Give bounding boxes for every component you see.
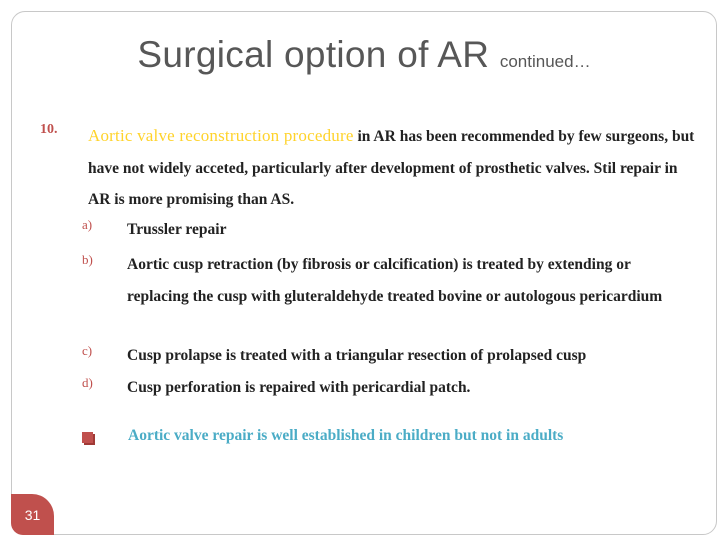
subitem-text: Trussler repair bbox=[127, 221, 227, 238]
subitem-letter: a) bbox=[82, 217, 93, 232]
subitem-letter: d) bbox=[82, 375, 93, 390]
slide-title bbox=[0, 34, 728, 76]
item-paragraph bbox=[88, 120, 698, 216]
page-number-badge bbox=[11, 494, 54, 535]
page-number: 31 bbox=[24, 506, 41, 523]
item-text: in AR has been recommended by few surgeons, but have not widely acceted, particularly after development of prosthetic valves. Stil repair in AR is more promising than AS. bbox=[88, 128, 695, 208]
title-suffix: continued… bbox=[499, 52, 591, 71]
subitem-letter: b) bbox=[82, 252, 93, 267]
subitem-text: Cusp prolapse is treated with a triangular resection of prolapsed cusp bbox=[127, 347, 587, 364]
bullet-text: Aortic valve repair is well established in children but not in adults bbox=[128, 427, 564, 444]
subitem-text: Aortic cusp retraction (by fibrosis or calcification) is treated by extending or replacing the cusp with gluteraldehyde treated bovine or autologous pericardium bbox=[127, 256, 663, 305]
square-bullet-icon bbox=[82, 432, 93, 443]
item-highlight: Aortic valve reconstruction procedure bbox=[88, 126, 354, 145]
subitem-letter: c) bbox=[82, 343, 93, 358]
item-number: 10. bbox=[40, 122, 58, 137]
subitem-text: Cusp perforation is repaired with pericardial patch. bbox=[127, 379, 471, 396]
title-main: Surgical option of AR bbox=[137, 34, 490, 75]
